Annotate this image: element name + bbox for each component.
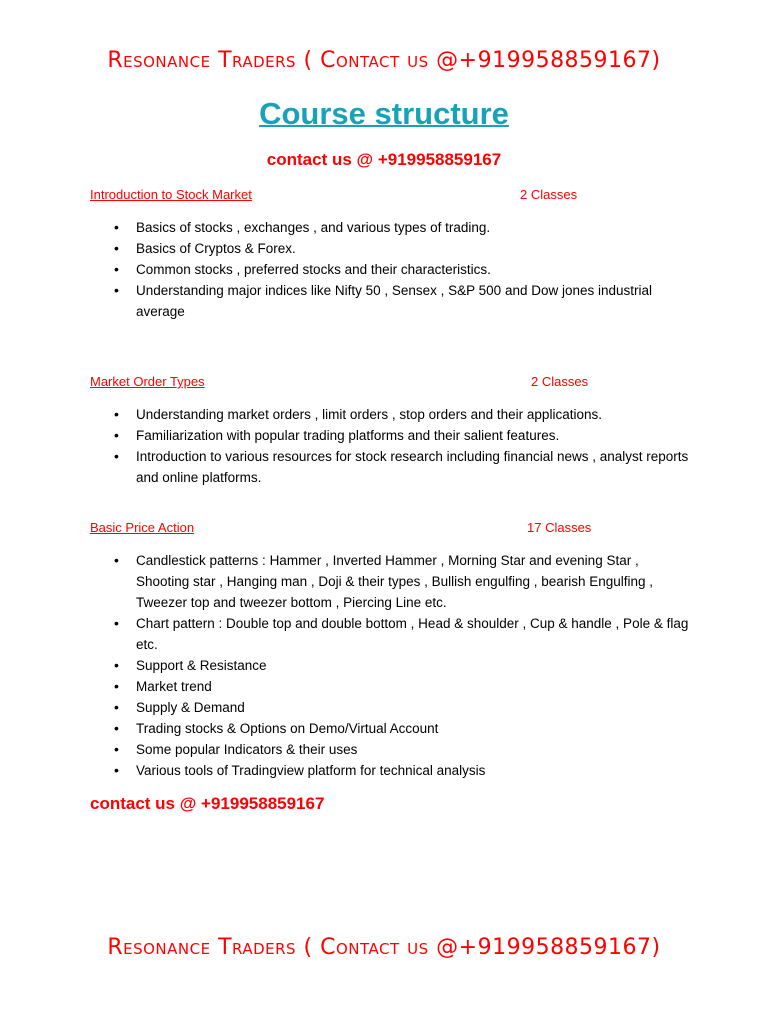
list-item: • Chart pattern : Double top and double bottom , Head & shoulder , Cup & handle , Pole & flag etc. xyxy=(90,613,690,655)
list-item: • Candlestick patterns : Hammer , Inverted Hammer , Morning Star and evening Star , Shooting star , Hanging man , Doji & their types , Bullish engulfing , bearish Engulfing , Tweezer top and tweezer bottom , Piercing Line etc. xyxy=(90,550,690,613)
list-item: • Introduction to various resources for stock research including financial news , analyst reports and online platforms. xyxy=(90,446,690,488)
section-heading-order-types: Market Order Types xyxy=(90,374,205,389)
page-title: Course structure xyxy=(259,96,509,131)
list-item: • Understanding major indices like Nifty 50 , Sensex , S&P 500 and Dow jones industrial average xyxy=(90,280,690,322)
contact-line-top: contact us @ +919958859167 xyxy=(266,150,502,169)
section-list-order-types xyxy=(90,404,690,488)
list-item: • Trading stocks & Options on Demo/Virtual Account xyxy=(90,718,690,739)
header-banner: Resonance Traders ( Contact us @+919958859167) xyxy=(107,48,661,73)
list-item: • Market trend xyxy=(90,676,690,697)
section-list-intro xyxy=(90,217,690,322)
list-item: • Familiarization with popular trading platforms and their salient features. xyxy=(90,425,690,446)
section-list-price-action xyxy=(90,550,690,781)
section-count-price-action: 17 Classes xyxy=(527,520,592,535)
section-heading-intro: Introduction to Stock Market xyxy=(90,187,252,202)
section-heading-price-action: Basic Price Action xyxy=(90,520,195,535)
contact-line-bottom: contact us @ +919958859167 xyxy=(90,794,325,813)
footer-banner: Resonance Traders ( Contact us @+919958859167) xyxy=(107,935,661,960)
section-count-intro: 2 Classes xyxy=(520,187,578,202)
list-item: • Basics of stocks , exchanges , and various types of trading. xyxy=(90,217,690,238)
list-item: • Some popular Indicators & their uses xyxy=(90,739,690,760)
list-item: • Supply & Demand xyxy=(90,697,690,718)
list-item: • Support & Resistance xyxy=(90,655,690,676)
section-count-order-types: 2 Classes xyxy=(531,374,589,389)
list-item: • Common stocks , preferred stocks and their characteristics. xyxy=(90,259,690,280)
list-item: • Basics of Cryptos & Forex. xyxy=(90,238,690,259)
list-item: • Various tools of Tradingview platform for technical analysis xyxy=(90,760,690,781)
list-item: • Understanding market orders , limit orders , stop orders and their applications. xyxy=(90,404,690,425)
